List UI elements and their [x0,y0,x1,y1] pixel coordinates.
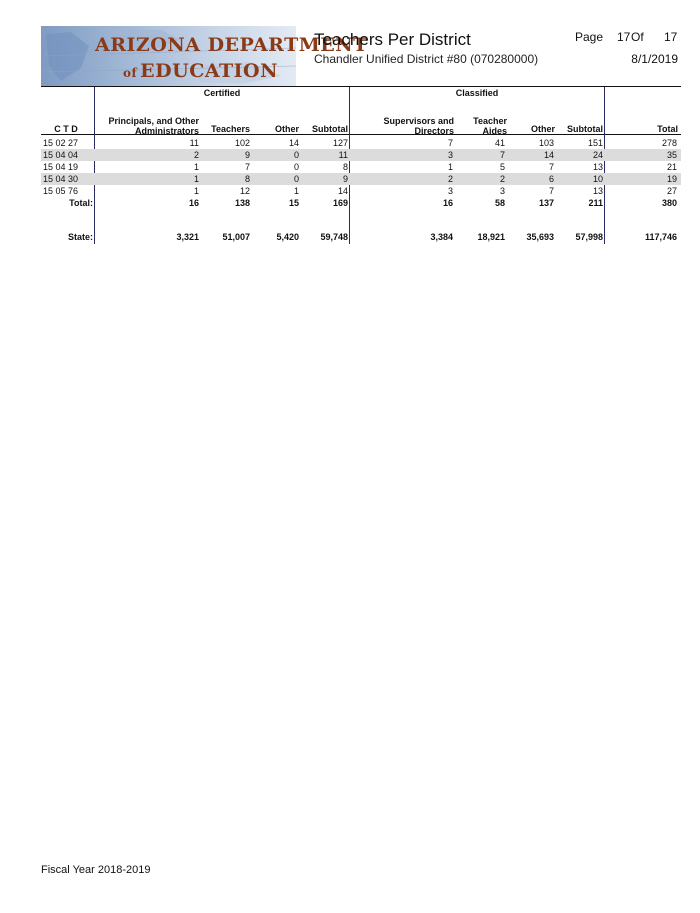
fiscal-year-footer: Fiscal Year 2018-2019 [41,864,151,876]
page-label: Page [575,30,604,44]
totals-class-subtotal: 211 [588,198,603,208]
cell-teachers: 102 [234,138,250,148]
state-teachers: 51,007 [222,232,250,242]
state-supervisors: 3,384 [430,232,453,242]
col-header-total: Total [657,124,678,134]
cell-cert-other: 0 [293,162,299,172]
cell-class-subtotal: 10 [592,174,603,184]
col-header-class-subtotal: Subtotal [567,124,603,134]
cell-teachers: 7 [244,162,250,172]
totals-cert-subtotal: 169 [332,198,348,208]
table-top-rule [41,86,681,87]
col-header-aides-line2: Aides [482,126,507,136]
col-header-teachers: Teachers [211,124,250,134]
cell-class-other: 7 [548,162,554,172]
cell-ctd: 15 05 76 [43,186,79,196]
col-header-principals [95,116,199,136]
cell-total: 35 [666,150,677,160]
cell-class-subtotal: 24 [592,150,603,160]
cell-ctd: 15 02 27 [43,138,79,148]
cell-aides: 3 [499,186,505,196]
cell-class-subtotal: 13 [592,162,603,172]
cell-class-other: 6 [548,174,554,184]
state-cert-other: 5,420 [276,232,299,242]
totals-teachers: 138 [234,198,250,208]
col-header-supervisors-line1: Supervisors and [383,116,454,126]
state-class-subtotal: 57,998 [575,232,603,242]
col-header-aides [460,116,507,136]
cell-cert-other: 0 [293,150,299,160]
cell-supervisors: 7 [447,138,453,148]
cell-class-other: 103 [538,138,554,148]
col-header-ctd: C T D [54,124,78,134]
cell-ctd: 15 04 04 [43,150,79,160]
logo-text-of: of [123,66,138,80]
cell-principals: 11 [189,138,199,148]
state-label: State: [67,232,93,242]
cell-teachers: 8 [244,174,250,184]
report-subtitle: Chandler Unified District #80 (070280000) [314,52,539,66]
cell-ctd: 15 04 19 [43,162,79,172]
page-of-label: Of [631,30,644,44]
ade-logo [41,26,368,86]
col-header-cert-other: Other [274,124,299,134]
cell-cert-subtotal: 9 [342,174,348,184]
cell-cert-subtotal: 11 [338,150,348,160]
logo-text-line1: ARIZONA DEPARTMENT [95,34,368,56]
cell-cert-subtotal: 14 [337,186,348,196]
col-header-aides-line1: Teacher [473,116,507,126]
cell-supervisors: 3 [447,150,453,160]
totals-class-other: 137 [538,198,554,208]
cell-total: 21 [666,162,677,172]
logo-text-education: EDUCATION [140,60,278,82]
cell-aides: 7 [499,150,505,160]
cell-supervisors: 1 [447,162,453,172]
totals-row [41,197,681,209]
cell-class-subtotal: 151 [587,138,603,148]
cell-supervisors: 3 [447,186,453,196]
cell-principals: 1 [193,162,199,172]
col-header-supervisors [352,116,454,136]
cell-class-subtotal: 13 [592,186,603,196]
col-header-principals-line1: Principals, and Other [108,116,199,126]
cell-total: 27 [666,186,677,196]
totals-total: 380 [661,198,677,208]
state-aides: 18,921 [477,232,505,242]
group-certified: Certified [203,88,241,98]
state-row [41,231,681,243]
cell-aides: 41 [494,138,505,148]
state-principals: 3,321 [176,232,199,242]
cell-supervisors: 2 [447,174,453,184]
group-classified: Classified [455,88,499,98]
table-row [41,185,681,197]
cell-aides: 5 [499,162,505,172]
cell-cert-subtotal: 8 [342,162,348,172]
table-row [41,161,681,173]
cell-total: 19 [666,174,677,184]
state-cert-subtotal: 59,748 [320,232,348,242]
cell-aides: 2 [499,174,505,184]
report-title: Teachers Per District [314,30,471,49]
cell-teachers: 9 [244,150,250,160]
totals-principals: 16 [188,198,199,208]
cell-cert-other: 0 [293,174,299,184]
totals-supervisors: 16 [442,198,453,208]
cell-total: 278 [661,138,677,148]
totals-cert-other: 15 [288,198,299,208]
cell-principals: 2 [193,150,199,160]
col-header-class-other: Other [530,124,555,134]
cell-principals: 1 [193,186,199,196]
report-date: 8/1/2019 [631,52,678,66]
totals-label: Total: [69,198,93,208]
cell-teachers: 12 [239,186,250,196]
cell-cert-other: 1 [293,186,299,196]
state-class-other: 35,693 [526,232,554,242]
cell-cert-subtotal: 127 [332,138,348,148]
page-total: 17 [664,30,678,44]
table-row [41,173,681,185]
col-header-cert-subtotal: Subtotal [312,124,348,134]
cell-principals: 1 [193,174,199,184]
state-total: 117,746 [644,232,677,242]
logo-text-line2 [123,60,278,82]
cell-class-other: 14 [543,150,554,160]
totals-aides: 58 [494,198,505,208]
cell-ctd: 15 04 30 [43,174,79,184]
table-row [41,137,681,149]
col-header-supervisors-line2: Directors [414,126,454,136]
page-number: 17 [617,30,631,44]
cell-cert-other: 14 [288,138,299,148]
table-row [41,149,681,161]
cell-class-other: 7 [548,186,554,196]
col-header-principals-line2: Administrators [134,126,199,136]
